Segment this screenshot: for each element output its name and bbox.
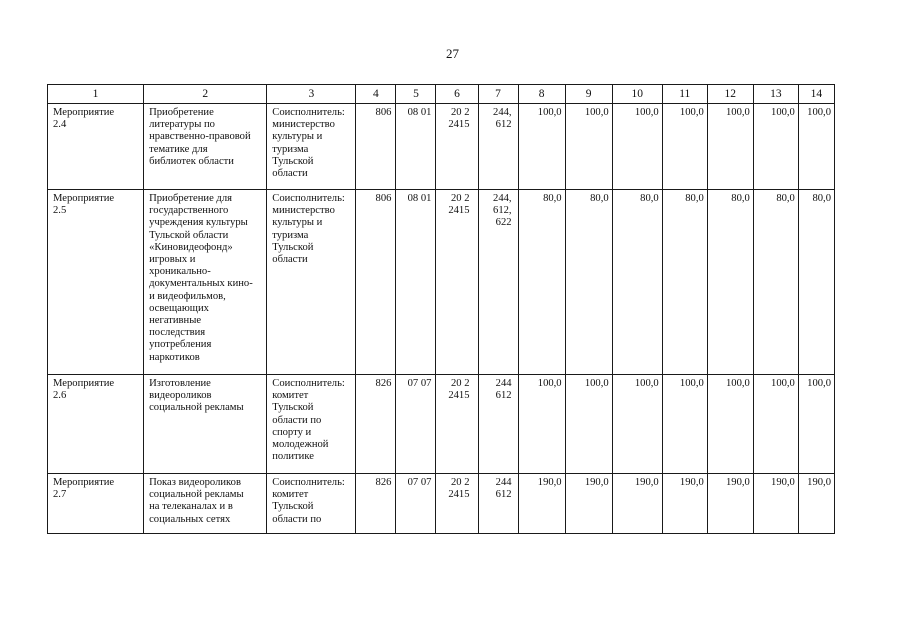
grbs-code: 826 bbox=[356, 375, 396, 474]
target-article-code: 20 2 2415 bbox=[448, 378, 470, 402]
executor-cell bbox=[267, 375, 356, 474]
column-header-6: 6 bbox=[436, 85, 478, 104]
column-header-3: 3 bbox=[267, 85, 356, 104]
table-row bbox=[48, 375, 835, 474]
event-description: Изготовление видеороликов социальной рекламы bbox=[149, 378, 244, 414]
event-name-cell bbox=[48, 375, 144, 474]
column-header-9: 9 bbox=[565, 85, 612, 104]
value-col-9: 190,0 bbox=[565, 474, 612, 534]
value-col-14: 100,0 bbox=[798, 375, 834, 474]
target-article-code: 20 2 2415 bbox=[448, 477, 470, 501]
column-header-5: 5 bbox=[396, 85, 436, 104]
column-header-8: 8 bbox=[518, 85, 565, 104]
description-cell bbox=[144, 190, 267, 375]
target-article-cell bbox=[436, 474, 478, 534]
grbs-code: 806 bbox=[356, 190, 396, 375]
event-name-cell bbox=[48, 474, 144, 534]
column-header-2: 2 bbox=[144, 85, 267, 104]
description-cell bbox=[144, 375, 267, 474]
value-col-10: 190,0 bbox=[612, 474, 662, 534]
column-header-14: 14 bbox=[798, 85, 834, 104]
executor: Соисполнитель: комитет Тульской области по bbox=[272, 477, 345, 525]
event-name: Мероприятие 2.7 bbox=[53, 477, 115, 501]
value-col-12: 190,0 bbox=[707, 474, 753, 534]
value-col-8: 100,0 bbox=[518, 375, 565, 474]
event-description: Приобретение литературы по нравственно-правовой тематике для библиотек области bbox=[149, 107, 251, 167]
executor: Соисполнитель: министерство культуры и туризма Тульской области bbox=[272, 107, 345, 180]
column-header-12: 12 bbox=[707, 85, 753, 104]
event-description: Показ видеороликов социальной рекламы на телеканалах и в социальных сетях bbox=[149, 477, 244, 525]
value-col-12: 80,0 bbox=[707, 190, 753, 375]
section-code: 08 01 bbox=[396, 190, 436, 375]
description-cell bbox=[144, 104, 267, 190]
section-code: 08 01 bbox=[396, 104, 436, 190]
value-col-10: 80,0 bbox=[612, 190, 662, 375]
column-number-header-row bbox=[48, 85, 835, 104]
value-col-10: 100,0 bbox=[612, 104, 662, 190]
value-col-12: 100,0 bbox=[707, 375, 753, 474]
executor: Соисполнитель: министерство культуры и туризма Тульской области bbox=[272, 193, 345, 266]
event-name: Мероприятие 2.4 bbox=[53, 107, 115, 131]
value-col-11: 100,0 bbox=[662, 104, 707, 190]
value-col-11: 190,0 bbox=[662, 474, 707, 534]
column-header-11: 11 bbox=[662, 85, 707, 104]
column-header-13: 13 bbox=[753, 85, 798, 104]
value-col-8: 100,0 bbox=[518, 104, 565, 190]
value-col-8: 80,0 bbox=[518, 190, 565, 375]
value-col-13: 100,0 bbox=[753, 375, 798, 474]
event-name: Мероприятие 2.6 bbox=[53, 378, 115, 402]
section-code: 07 07 bbox=[396, 474, 436, 534]
event-name: Мероприятие 2.5 bbox=[53, 193, 115, 217]
event-description: Приобретение для государственного учреждения культуры Тульской области «Киновидеофонд» игровых и хроникально- документальных кино- и видеофильмов, освещающих негативные последствия употребления наркотиков bbox=[149, 193, 253, 363]
executor-cell bbox=[267, 474, 356, 534]
event-name-cell bbox=[48, 190, 144, 375]
value-col-9: 80,0 bbox=[565, 190, 612, 375]
value-col-11: 100,0 bbox=[662, 375, 707, 474]
column-header-1: 1 bbox=[48, 85, 144, 104]
value-col-14: 80,0 bbox=[798, 190, 834, 375]
target-article-cell bbox=[436, 375, 478, 474]
target-article-cell bbox=[436, 104, 478, 190]
page-number: 27 bbox=[446, 46, 459, 61]
program-events-table bbox=[47, 84, 835, 534]
expense-type-code: 244, 612, 622 bbox=[493, 193, 512, 229]
event-name-cell bbox=[48, 104, 144, 190]
table-row bbox=[48, 190, 835, 375]
value-col-13: 100,0 bbox=[753, 104, 798, 190]
expense-type-cell bbox=[478, 474, 518, 534]
table-row bbox=[48, 474, 835, 534]
executor: Соисполнитель: комитет Тульской области по спорту и молодежной политике bbox=[272, 378, 345, 463]
value-col-13: 80,0 bbox=[753, 190, 798, 375]
value-col-8: 190,0 bbox=[518, 474, 565, 534]
target-article-code: 20 2 2415 bbox=[448, 193, 470, 217]
expense-type-cell bbox=[478, 104, 518, 190]
column-header-7: 7 bbox=[478, 85, 518, 104]
value-col-13: 190,0 bbox=[753, 474, 798, 534]
value-col-11: 80,0 bbox=[662, 190, 707, 375]
value-col-14: 100,0 bbox=[798, 104, 834, 190]
value-col-9: 100,0 bbox=[565, 104, 612, 190]
expense-type-code: 244 612 bbox=[495, 477, 512, 501]
section-code: 07 07 bbox=[396, 375, 436, 474]
grbs-code: 826 bbox=[356, 474, 396, 534]
description-cell bbox=[144, 474, 267, 534]
table-row bbox=[48, 104, 835, 190]
value-col-12: 100,0 bbox=[707, 104, 753, 190]
expense-type-code: 244 612 bbox=[495, 378, 512, 402]
column-header-4: 4 bbox=[356, 85, 396, 104]
target-article-code: 20 2 2415 bbox=[448, 107, 470, 131]
column-header-10: 10 bbox=[612, 85, 662, 104]
grbs-code: 806 bbox=[356, 104, 396, 190]
expense-type-cell bbox=[478, 190, 518, 375]
expense-type-code: 244, 612 bbox=[493, 107, 512, 131]
expense-type-cell bbox=[478, 375, 518, 474]
value-col-10: 100,0 bbox=[612, 375, 662, 474]
executor-cell bbox=[267, 190, 356, 375]
executor-cell bbox=[267, 104, 356, 190]
target-article-cell bbox=[436, 190, 478, 375]
value-col-14: 190,0 bbox=[798, 474, 834, 534]
value-col-9: 100,0 bbox=[565, 375, 612, 474]
